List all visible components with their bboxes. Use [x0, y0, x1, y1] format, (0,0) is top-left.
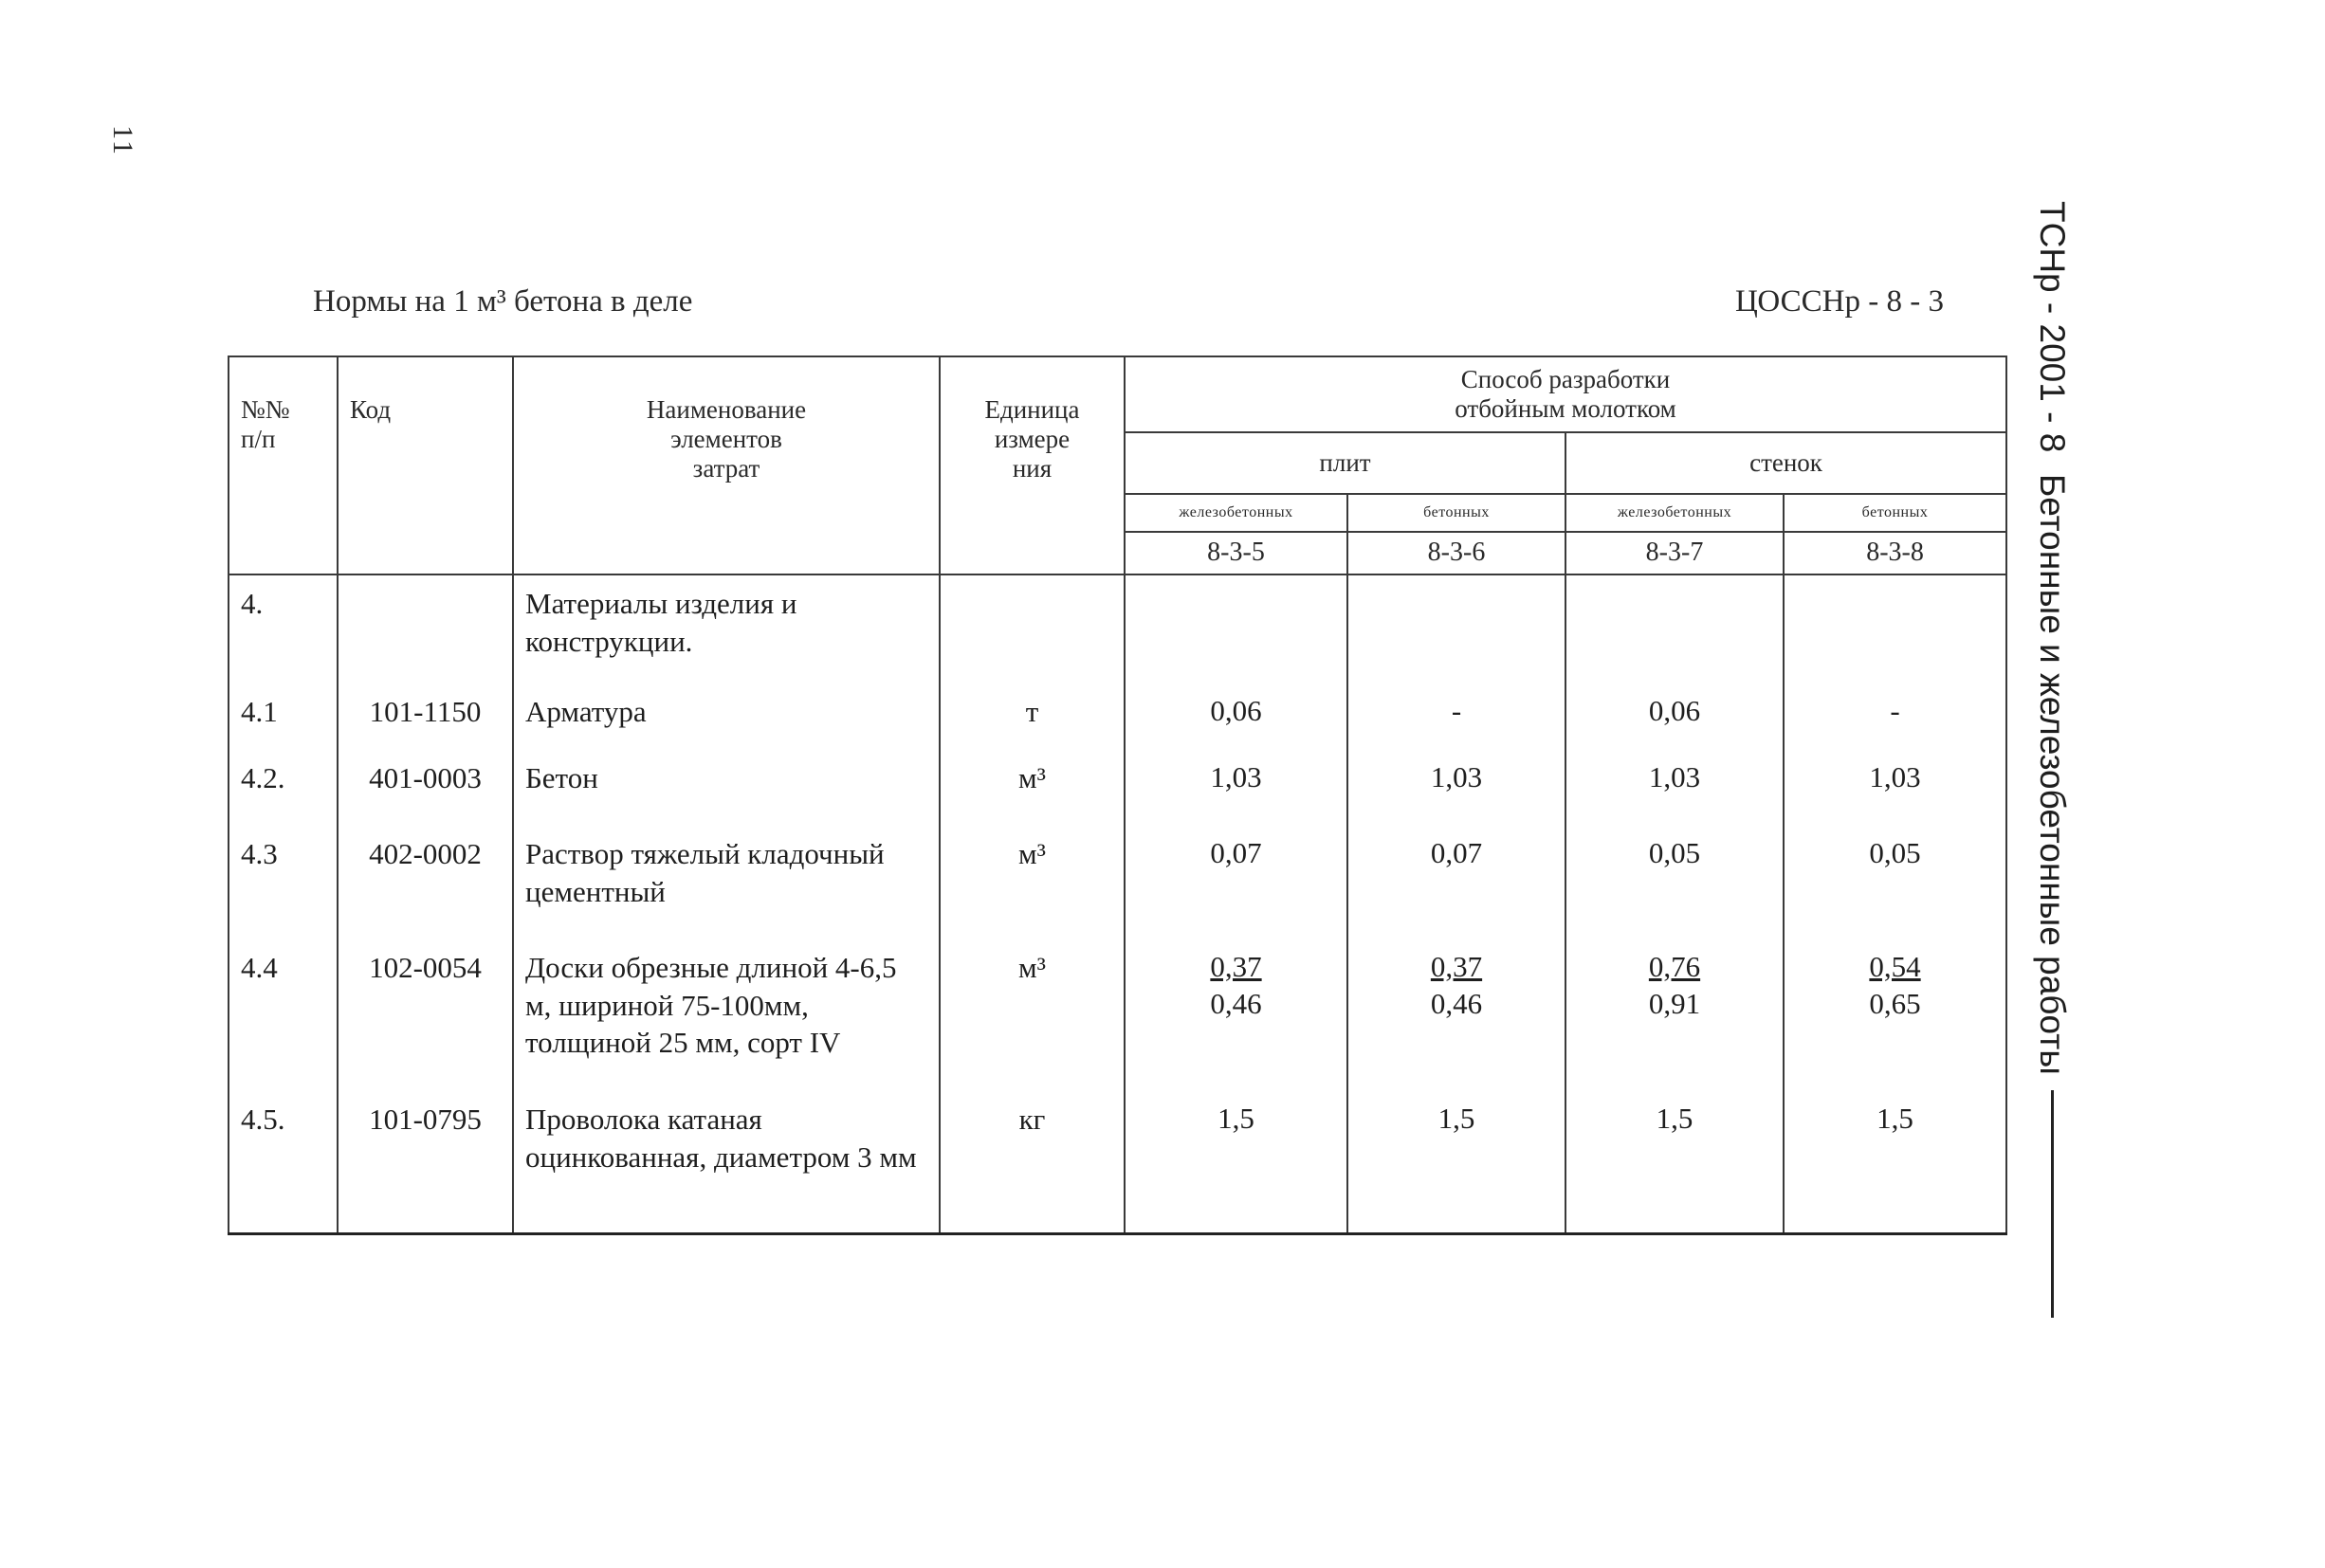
row-code: 101-0795	[338, 1091, 513, 1233]
norm-value: 1,5	[1437, 1102, 1475, 1135]
norm-value-cell	[1565, 826, 1784, 939]
norm-value: 0,37	[1210, 950, 1262, 983]
table-caption: Нормы на 1 м³ бетона в деле	[313, 284, 693, 319]
norm-value-cell	[1125, 684, 1347, 750]
header-norm-code: 8-3-7	[1565, 532, 1784, 574]
norm-value: 1,5	[1656, 1102, 1693, 1135]
side-title-subject: Бетонные и железобетонные работы	[2033, 474, 2072, 1075]
header-subcolumn: бетонных	[1347, 494, 1565, 532]
page-number: 11	[107, 125, 138, 156]
norm-value: 1,03	[1869, 760, 1921, 793]
row-code: 402-0002	[338, 826, 513, 939]
row-name: Бетон	[513, 750, 940, 826]
row-number: 4.4	[229, 939, 338, 1091]
document-code: ЦОССНр - 8 - 3	[1735, 284, 1944, 319]
norms-table-body	[229, 574, 2006, 1233]
norm-value: 0,06	[1648, 694, 1701, 727]
norm-value: 0,91	[1648, 986, 1701, 1020]
header-name: Наименование элементов затрат	[513, 356, 940, 574]
header-norm-code: 8-3-5	[1125, 532, 1347, 574]
table-row	[229, 939, 2006, 1091]
table-row	[229, 750, 2006, 826]
row-code	[338, 574, 513, 684]
table-row	[229, 684, 2006, 750]
norm-value: 0,06	[1210, 694, 1262, 727]
row-code: 401-0003	[338, 750, 513, 826]
row-unit: т	[940, 684, 1125, 750]
norm-value-cell	[1784, 939, 2006, 1091]
norm-value-cell	[1347, 826, 1565, 939]
row-number: 4.2.	[229, 750, 338, 826]
row-code: 102-0054	[338, 939, 513, 1091]
side-rule	[2051, 1090, 2054, 1318]
row-unit: м³	[940, 826, 1125, 939]
norm-value: 0,37	[1430, 950, 1483, 983]
norm-value-cell	[1347, 684, 1565, 750]
row-name: Арматура	[513, 684, 940, 750]
norm-value-cell	[1347, 750, 1565, 826]
norms-table-header	[229, 356, 2006, 574]
norm-value-cell	[1784, 826, 2006, 939]
table-row	[229, 574, 2006, 684]
row-name: Проволока катаная оцинкованная, диаметром 3 мм	[513, 1091, 940, 1233]
row-number: 4.5.	[229, 1091, 338, 1233]
table-row	[229, 1091, 2006, 1233]
norm-value: 1,03	[1648, 760, 1701, 793]
side-title-code: ТСНр - 2001 - 8	[2033, 201, 2072, 453]
norm-value-cell	[1347, 1091, 1565, 1233]
header-norm-code: 8-3-6	[1347, 532, 1565, 574]
norm-value-cell	[1125, 1091, 1347, 1233]
norm-value-cell	[1125, 750, 1347, 826]
norm-value: 1,03	[1430, 760, 1483, 793]
norm-value: 1,03	[1210, 760, 1262, 793]
norms-table	[228, 356, 2007, 1235]
row-code: 101-1150	[338, 684, 513, 750]
row-unit: м³	[940, 750, 1125, 826]
header-subcolumn: бетонных	[1784, 494, 2006, 532]
norm-value: 0,07	[1210, 836, 1262, 869]
norm-value: -	[1451, 694, 1462, 727]
norm-value-cell	[1347, 574, 1565, 684]
row-name: Раствор тяжелый кладочный цементный	[513, 826, 940, 939]
header-subcolumn: железобетонных	[1125, 494, 1347, 532]
norm-value: 0,46	[1210, 986, 1262, 1020]
norm-value-cell	[1125, 939, 1347, 1091]
norm-value: 0,05	[1648, 836, 1701, 869]
header-number: №№ п/п	[229, 356, 338, 574]
row-name: Доски обрезные длиной 4-6,5 м, шириной 75-100мм, толщиной 25 мм, сорт IV	[513, 939, 940, 1091]
norm-value-cell	[1565, 1091, 1784, 1233]
row-number: 4.1	[229, 684, 338, 750]
header-group-slabs: плит	[1125, 432, 1565, 494]
norm-value: 1,5	[1217, 1102, 1254, 1135]
norm-value-cell	[1784, 574, 2006, 684]
norm-value-cell	[1784, 684, 2006, 750]
norm-value-cell	[1565, 939, 1784, 1091]
table-row	[229, 826, 2006, 939]
norm-value: 0,46	[1430, 986, 1483, 1020]
norm-value: 0,05	[1869, 836, 1921, 869]
header-group-walls: стенок	[1565, 432, 2006, 494]
norm-value: 1,5	[1876, 1102, 1913, 1135]
norm-value-cell	[1565, 750, 1784, 826]
header-norm-code: 8-3-8	[1784, 532, 2006, 574]
row-unit: м³	[940, 939, 1125, 1091]
row-number: 4.3	[229, 826, 338, 939]
norm-value-cell	[1784, 750, 2006, 826]
norm-value: 0,07	[1430, 836, 1483, 869]
norm-value-cell	[1565, 574, 1784, 684]
header-method: Способ разработки отбойным молотком	[1125, 356, 2006, 432]
header-code: Код	[338, 356, 513, 574]
norm-value-cell	[1784, 1091, 2006, 1233]
norm-value-cell	[1125, 574, 1347, 684]
norm-value: -	[1890, 694, 1900, 727]
norm-value-cell	[1347, 939, 1565, 1091]
norm-value: 0,54	[1869, 950, 1921, 983]
norm-value: 0,65	[1869, 986, 1921, 1020]
row-name: Материалы изделия и конструкции.	[513, 574, 940, 684]
header-unit: Единица измере ния	[940, 356, 1125, 574]
norm-value-cell	[1125, 826, 1347, 939]
header-subcolumn: железобетонных	[1565, 494, 1784, 532]
norm-value: 0,76	[1648, 950, 1701, 983]
norm-value-cell	[1565, 684, 1784, 750]
row-unit: кг	[940, 1091, 1125, 1233]
row-number: 4.	[229, 574, 338, 684]
row-unit	[940, 574, 1125, 684]
